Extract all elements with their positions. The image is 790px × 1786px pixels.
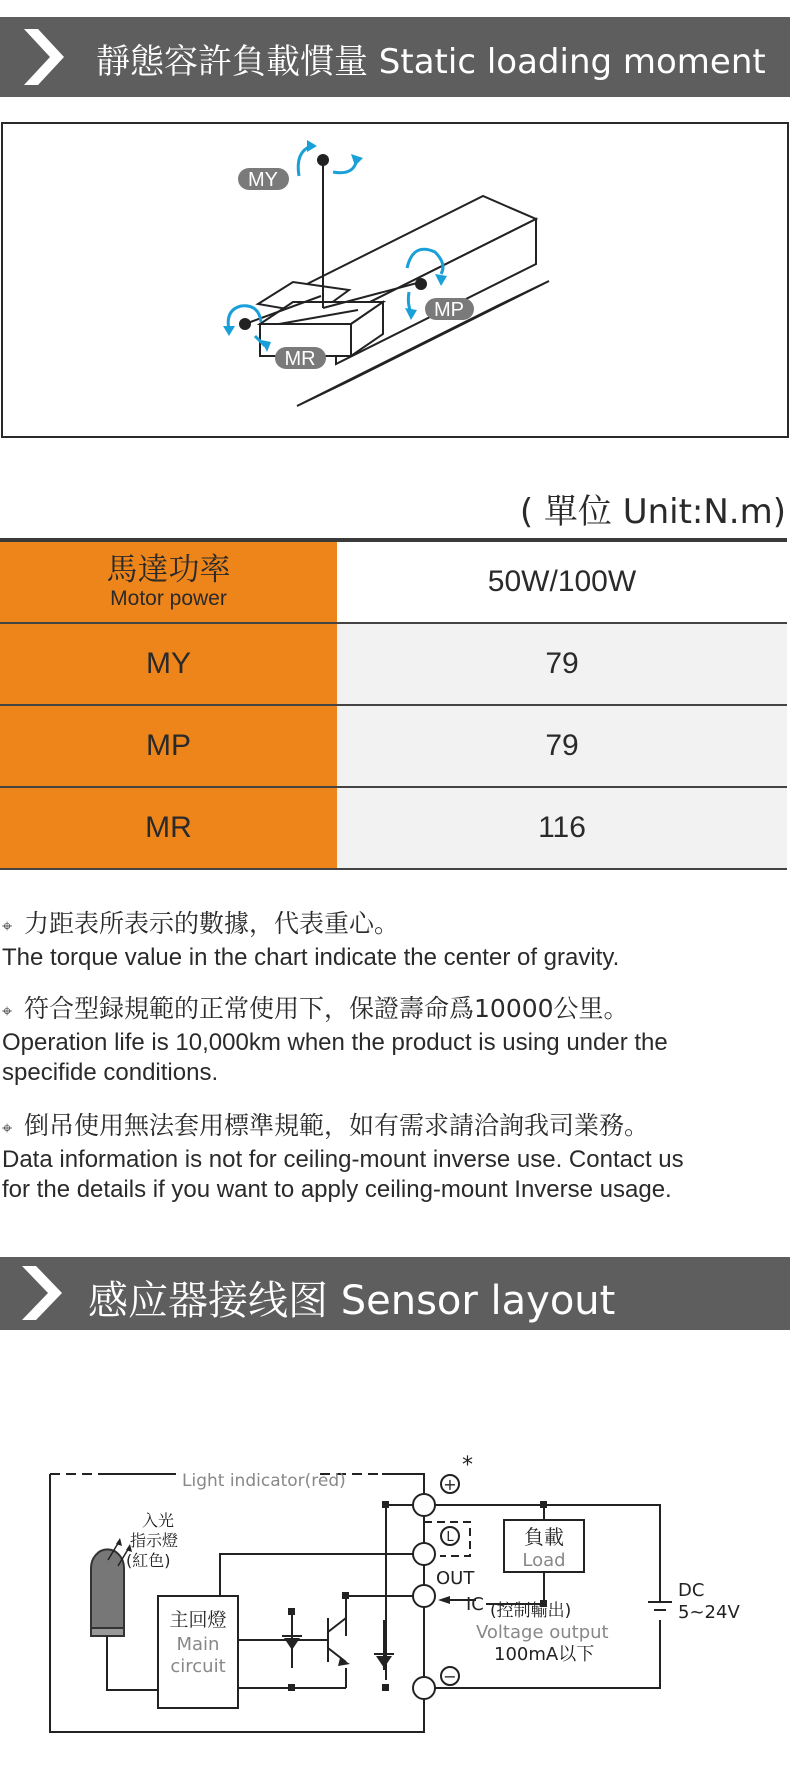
note-en-line2: for the details if you want to apply ceiling-mount Inverse usage. [2, 1176, 672, 1203]
motor-power-en: Motor power [110, 587, 227, 610]
ic-label: IC [466, 1594, 484, 1615]
out-label: OUT [436, 1568, 475, 1589]
load-zh: 負載 [524, 1525, 564, 1549]
section-title: 靜態容許負載慣量 Static loading moment [96, 42, 766, 82]
row-value: 116 [337, 787, 787, 869]
note-en-line2: specifide conditions. [2, 1059, 219, 1086]
asterisk-mark: * [462, 1453, 473, 1478]
chevron-right-icon [24, 29, 64, 85]
note-bullet-icon: ⌖ [2, 1001, 13, 1022]
table-row [0, 623, 787, 705]
section-title: 感应器接线图 Sensor layout [88, 1278, 616, 1324]
control-zh: (控制輸出) [490, 1601, 572, 1621]
motor-power-value: 50W/100W [337, 540, 787, 623]
motor-power-label [0, 540, 337, 623]
main-zh: 主回燈 [169, 1609, 227, 1631]
light-en: Light indicator(red) [182, 1471, 346, 1491]
current-label: 100mA以下 [494, 1644, 595, 1665]
sensor-circuit-diagram [0, 1450, 790, 1770]
terminal-out [413, 1585, 435, 1607]
light-zh3: (紅色) [126, 1551, 171, 1570]
note-en-line1: Operation life is 10,000km when the product is using under the [2, 1029, 668, 1056]
table-row [0, 787, 787, 869]
terminal-minus [413, 1677, 435, 1699]
main-en1: Main [176, 1634, 220, 1655]
light-zh2: 指示燈 [130, 1531, 179, 1550]
terminal-l [413, 1543, 435, 1565]
note-en: The torque value in the chart indicate the center of gravity. [2, 944, 620, 971]
terminal-plus [413, 1494, 435, 1516]
minus-symbol: − [443, 1667, 457, 1686]
table-row [0, 705, 787, 787]
plus-symbol: + [443, 1475, 457, 1494]
note-zh: 力距表所表示的數據，代表重心。 [24, 909, 400, 938]
table-row-header [0, 540, 787, 623]
label-my: MY [248, 169, 278, 191]
row-label: MP [0, 705, 337, 787]
load-en: Load [522, 1550, 566, 1571]
note-zh: 倒吊使用無法套用標準規範，如有需求請洽詢我司業務。 [24, 1111, 650, 1140]
dc-range: 5~24V [678, 1602, 740, 1623]
unit-label: ( 單位 Unit:N.m) [519, 492, 786, 532]
label-mr: MR [284, 348, 316, 370]
note-en-line1: Data information is not for ceiling-mount inverse use. Contact us [2, 1146, 684, 1173]
moment-table [0, 538, 787, 870]
voltage-en: Voltage output [476, 1622, 609, 1643]
note-zh: 符合型録規範的正常使用下，保證壽命爲10000公里。 [24, 994, 629, 1023]
label-mp: MP [434, 299, 464, 321]
light-zh1: 入光 [142, 1511, 175, 1530]
section-banner-sensor-layout [0, 1257, 790, 1330]
note-bullet-icon: ⌖ [2, 1118, 13, 1139]
row-value: 79 [337, 705, 787, 787]
l-symbol: L [446, 1530, 454, 1545]
main-en2: circuit [170, 1656, 226, 1677]
note-operation-life [2, 993, 790, 1088]
dc-label: DC [678, 1580, 705, 1601]
note-center-of-gravity [2, 908, 790, 973]
row-label: MY [0, 623, 337, 705]
section-banner-static-moment [0, 17, 790, 97]
chevron-right-icon [22, 1266, 62, 1320]
moment-diagram [1, 122, 789, 438]
note-ceiling-mount [2, 1110, 790, 1205]
row-value: 79 [337, 623, 787, 705]
motor-power-zh: 馬達功率 [106, 552, 231, 588]
row-label: MR [0, 787, 337, 869]
note-bullet-icon: ⌖ [2, 916, 13, 937]
